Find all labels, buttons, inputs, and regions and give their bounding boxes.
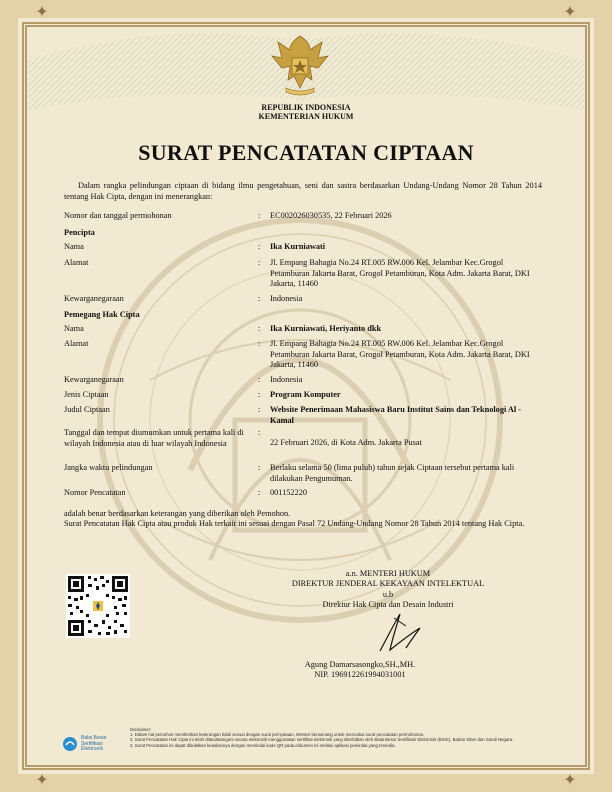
header-country: REPUBLIK INDONESIA [261, 103, 351, 112]
pemegang-address-label: Alamat [64, 339, 89, 348]
colon: : [258, 339, 261, 348]
pemegang-name-label: Nama [64, 324, 84, 333]
jenis-ciptaan-value: Program Komputer [270, 390, 341, 399]
judul-ciptaan-label: Judul Ciptaan [64, 405, 110, 414]
jangka-waktu-label: Jangka waktu pelindungan [64, 463, 153, 472]
signature-ub: u.b [382, 590, 394, 599]
bsre-line-1: Balai Besar [81, 735, 107, 741]
colon: : [258, 294, 261, 303]
jenis-ciptaan-label: Jenis Ciptaan [64, 390, 109, 399]
nomor-pencatatan-label: Nomor Pencatatan [64, 488, 126, 497]
closing-line-2: Surat Pencatatan Hak Cipta atau produk Hak terkait ini sesuai dengan Pasal 72 Undang-Undang Nomor 28 Tahun 2014 tentang Hak Cipta. [64, 519, 525, 528]
application-label: Nomor dan tanggal permohonan [64, 211, 172, 220]
colon: : [258, 211, 261, 220]
pemegang-citizenship-label: Kewarganegaraan [64, 375, 124, 384]
colon: : [258, 258, 261, 267]
jangka-waktu-value: Berlaku selama 50 (lima puluh) tahun sejak Ciptaan tersebut pertama kali dilakukan Pengumuman. [270, 463, 515, 483]
pemegang-name-value: Ika Kurniawati, Heriyanto dkk [270, 324, 382, 333]
colon: : [258, 242, 261, 251]
disclaimer-note: 3. Surat Pencatatan ini dapat dibuktikan keasliannya dengan memindai kode QR pada dokumen ini melalui aplikasi pemindai yang tersedia. [130, 742, 396, 748]
signature-direktur-jenderal: DIREKTUR JENDERAL KEKAYAAN INTELEKTUAL [291, 579, 485, 588]
signatory-name: Agung Damarsasongko,SH.,MH. [304, 660, 416, 669]
signature-direktur-hc: Direktur Hak Cipta dan Desain Industri [322, 600, 454, 609]
closing-line-1: adalah benar berdasarkan keterangan yang diberikan oleh Pemohon. [64, 509, 291, 518]
pencipta-citizenship-value: Indonesia [270, 294, 303, 303]
colon: : [258, 324, 261, 333]
pencipta-address-value: Jl. Empang Bahagia No.24 RT.005 RW.006 Kel. Jelambar Kec.Grogol Petamburan Jakarta Barat, Grogol Petamburan, Kota Adm. Jakarta Barat, DKI Jakarta, 11460 [270, 258, 530, 288]
disclaimer-note: 1. Dalam hal pemohon memberikan keterangan tidak sesuai dengan surat pernyataan, Menteri berwenang untuk mencabut surat pencatatan permohonan. [130, 732, 425, 738]
colon: : [258, 428, 261, 437]
judul-ciptaan-value: Website Penerimaan Mahasiswa Baru Institut Sains dan Teknologi Al - Kamal [270, 405, 522, 425]
pemegang-citizenship-value: Indonesia [270, 375, 303, 384]
pencipta-heading: Pencipta [64, 228, 95, 237]
pencipta-name-value: Ika Kurniawati [270, 242, 326, 251]
bsre-line-2: Sertifikasi [81, 740, 103, 747]
pencipta-citizenship-label: Kewarganegaraan [64, 294, 124, 303]
colon: : [258, 375, 261, 384]
intro-paragraph: Dalam rangka pelindungan ciptaan di bidang ilmu pengetahuan, seni dan sastra berdasarkan Undang-Undang Nomor 28 Tahun 2014 tentang Hak Cipta, dengan ini menerangkan: [64, 181, 542, 201]
corner-ornament-icon: ✦ [563, 770, 577, 789]
disclaimer-heading: Disclaimer: [130, 727, 152, 732]
tanggal-diumumkan-label: Tanggal dan tempat diumumkan untuk pertama kali di wilayah Indonesia atau di luar wilayah Indonesia [64, 428, 244, 448]
nomor-pencatatan-value: 001152220 [270, 488, 308, 497]
bsre-line-3: Elektronik [81, 746, 103, 752]
pemegang-address-value: Jl. Empang Bahagia No.24 RT.005 RW.006 Kel. Jelambar Kec.Grogol Petamburan Jakarta Barat, Grogol Petamburan, Kota Adm. Jakarta Barat, DKI Jakarta, 11460 [270, 339, 530, 369]
colon: : [258, 463, 261, 472]
pencipta-name-label: Nama [64, 242, 84, 251]
disclaimer-notes [130, 727, 570, 748]
bsre-logo-icon [62, 736, 78, 752]
document-title: SURAT PENCATATAN CIPTAAN [138, 140, 474, 165]
disclaimer-note: 2. Surat Pencatatan Hak Cipta ini telah ditandatangani secara elektronik menggunakan sertifikat elektronik yang diterbitkan oleh Balai Besar Sertifikasi Elektronik (BSrE), Badan Siber dan Sandi Negara. [130, 737, 514, 743]
signature-an: a.n. MENTERI HUKUM [345, 569, 431, 578]
colon: : [258, 488, 261, 497]
qr-code-icon [66, 574, 130, 638]
corner-ornament-icon: ✦ [35, 770, 49, 789]
pencipta-address-label: Alamat [64, 258, 89, 267]
handwritten-signature [370, 606, 440, 658]
colon: : [258, 390, 261, 399]
colon: : [258, 405, 261, 414]
corner-ornament-icon: ✦ [563, 2, 577, 21]
application-value: EC002026030535, 22 Februari 2026 [270, 211, 392, 220]
corner-ornament-icon: ✦ [35, 2, 49, 21]
header-ministry: KEMENTERIAN HUKUM [258, 112, 354, 121]
tanggal-diumumkan-value: 22 Februari 2026, di Kota Adm. Jakarta Pusat [270, 438, 422, 447]
signatory-nip: NIP. 196912261994031001 [314, 670, 406, 679]
garuda-emblem-icon [268, 32, 332, 98]
pemegang-heading: Pemegang Hak Cipta [64, 310, 140, 319]
